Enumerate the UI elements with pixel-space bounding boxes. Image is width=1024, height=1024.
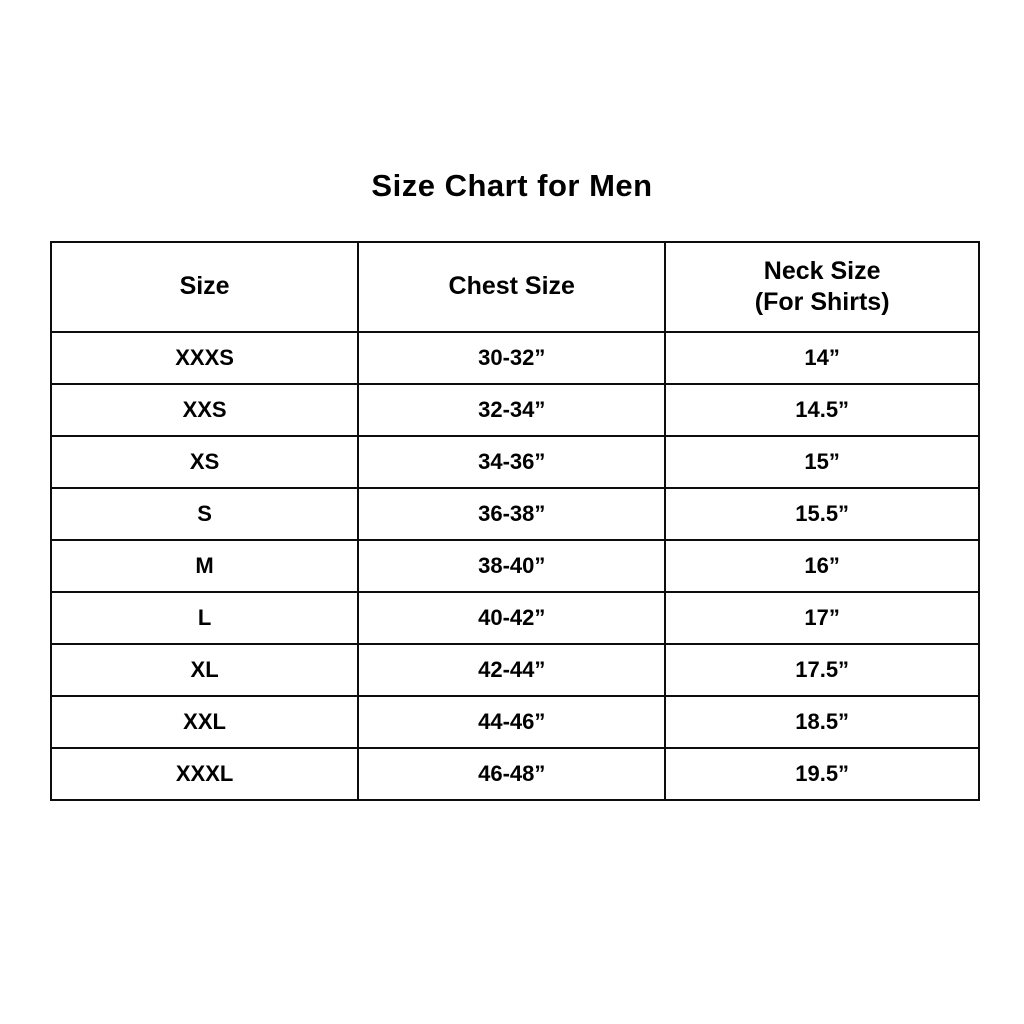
chest-cell: 46-48”: [358, 748, 665, 800]
size-cell: XXS: [51, 384, 358, 436]
neck-cell: 15”: [665, 436, 979, 488]
neck-cell: 15.5”: [665, 488, 979, 540]
neck-cell: 19.5”: [665, 748, 979, 800]
chest-cell: 36-38”: [358, 488, 665, 540]
table-row: [51, 696, 979, 748]
table-row: [51, 540, 979, 592]
chest-cell: 38-40”: [358, 540, 665, 592]
column-header-size: [51, 242, 358, 332]
neck-cell: 17.5”: [665, 644, 979, 696]
table-row: [51, 332, 979, 384]
chest-cell: 40-42”: [358, 592, 665, 644]
table-row: [51, 384, 979, 436]
chest-cell: 42-44”: [358, 644, 665, 696]
table-row: [51, 436, 979, 488]
size-cell: S: [51, 488, 358, 540]
table-row: [51, 644, 979, 696]
chest-cell: 34-36”: [358, 436, 665, 488]
size-cell: M: [51, 540, 358, 592]
neck-cell: 14”: [665, 332, 979, 384]
size-cell: XXXL: [51, 748, 358, 800]
column-header-chest-label: Chest Size: [448, 272, 575, 301]
column-header-neck-line2: (For Shirts): [754, 288, 890, 316]
size-cell: XXXS: [51, 332, 358, 384]
header-row: [51, 242, 979, 332]
table-row: [51, 592, 979, 644]
neck-cell: 17”: [665, 592, 979, 644]
column-header-size-label: Size: [179, 272, 230, 301]
neck-cell: 18.5”: [665, 696, 979, 748]
chest-cell: 32-34”: [358, 384, 665, 436]
column-header-chest: [358, 242, 665, 332]
table-header: [51, 242, 979, 332]
size-cell: XL: [51, 644, 358, 696]
neck-cell: 16”: [665, 540, 979, 592]
table-row: [51, 488, 979, 540]
column-header-neck-line1: Neck Size: [763, 256, 881, 285]
size-cell: L: [51, 592, 358, 644]
column-header-neck: [665, 242, 979, 332]
page-title: Size Chart for Men: [371, 168, 653, 203]
chest-cell: 30-32”: [358, 332, 665, 384]
chest-cell: 44-46”: [358, 696, 665, 748]
size-chart-table: [50, 241, 980, 801]
neck-cell: 14.5”: [665, 384, 979, 436]
size-cell: XXL: [51, 696, 358, 748]
table-row: [51, 748, 979, 800]
table-body: [51, 332, 979, 800]
size-cell: XS: [51, 436, 358, 488]
